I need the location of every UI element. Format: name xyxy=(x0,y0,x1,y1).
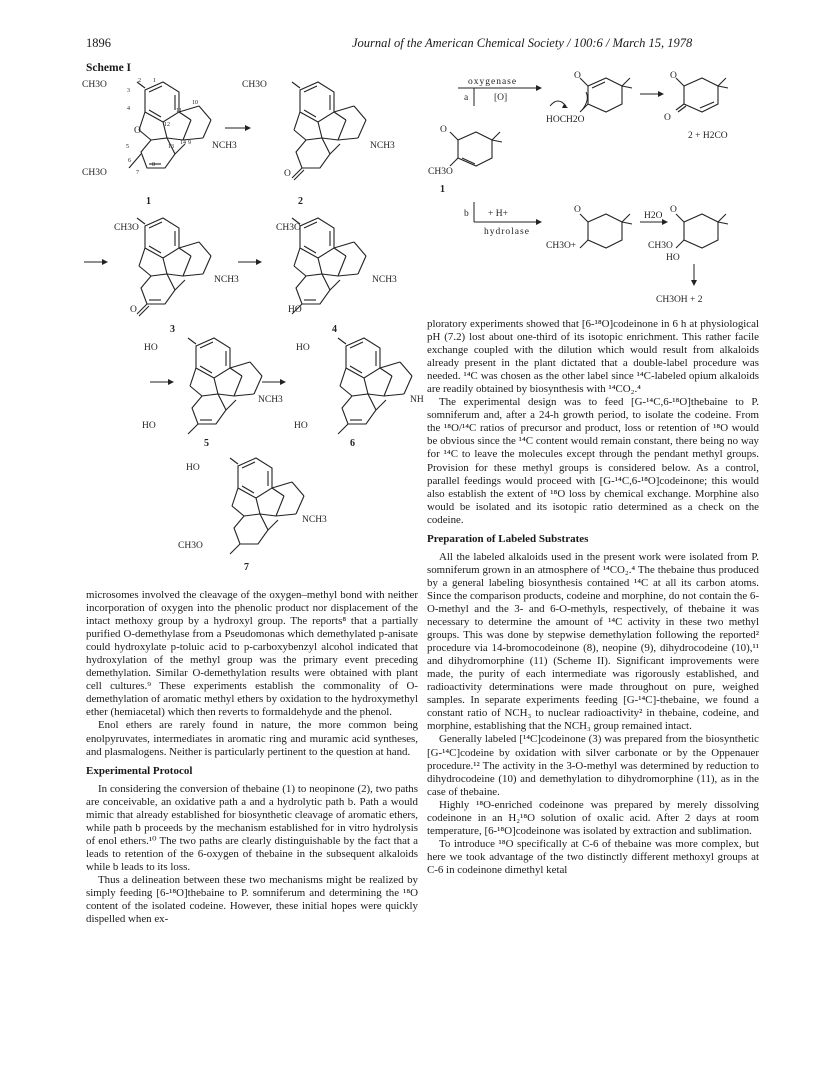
compound-number-7: 7 xyxy=(244,562,249,573)
label-o-rb1: O xyxy=(574,205,581,215)
label-nch3-1: NCH3 xyxy=(212,141,237,151)
left-paragraph-4: Thus a delineation between these two mechanisms might be realized by simply feeding [6-¹⁸O]thebaine to P. somniferum and determining the ¹⁸O content of the isolated codeine. However, these initial hopes were quickly dispelled when ex- xyxy=(86,873,418,926)
page-number: 1896 xyxy=(86,36,111,50)
ho-label-rb: HO xyxy=(666,253,680,263)
label-o-ra3: O xyxy=(664,113,671,123)
ch3o-plus-label: CH3O+ xyxy=(546,241,577,251)
running-header: Journal of the American Chemical Society / 100:6 / March 15, 1978 xyxy=(352,36,693,50)
label-ho-5b: HO xyxy=(142,421,156,431)
label-o-3: O xyxy=(130,305,137,315)
pos-12: 12 xyxy=(164,122,170,128)
right-paragraph-3: All the labeled alkaloids used in the present work were isolated from P. somniferum grown in an atmosphere of ¹⁴CO₂.⁴ The thebaine thus produced by a general labeling biosynthesis contained ¹⁴C at all its carbon atoms. Since the comparison products, codeine and morphine, do not contain the 6-O-methyl and the 3- and 6-O-methyls, respectively, of thebaine it was necessary to determine the amount of ¹⁴C activity in these two methyl groups. This was done by stepwise demethylation following the reported² procedure via 14-bromocodeinone (8), neopine (9), dihydrocodeine (10),¹¹ and dihydromorphine (11) (Scheme II). Significant improvements were made, the purity of each intermediate was rigorously established, and radioactivity determinations were made throughout on pure, weighed samples. In separate experiments feeding [G-¹⁴C]-thebaine, we found a constant ratio of NCH₃ to nuclear radioactivity² in thebaine, codeine, and morphine, establishing that the NCH₃ group remained intact. xyxy=(427,550,759,733)
right-column xyxy=(427,318,759,877)
left-paragraph-3: In considering the conversion of thebaine (1) to neopinone (2), two paths are conceivable, an oxidative path a and a hydrolytic path b. Path a would mimic that already established for biosynthetic cleavage of aromatic ethers, while path b proceeds by the mechanism established for in vitro hydrolysis of enol ethers.¹⁰ The two paths are clearly distinguishable by the fact that a leads to retention of the 6-oxygen of thebaine in the subsequent alkaloids while b leads to its loss. xyxy=(86,782,418,873)
label-ho-5a: HO xyxy=(144,343,158,353)
right-paragraph-4: Generally labeled [¹⁴C]codeinone (3) was prepared from the biosynthetic [G-¹⁴C]codeine by oxidation with silver carbonate or by the Oppenauer procedure.¹² The activity in the 3-O-methyl was determined by reduction to dihydrocodeine (10) and demethylation to dihydromorphine (11), as in the case of thebaine. xyxy=(427,733,759,798)
left-paragraph-2: Enol ethers are rarely found in nature, the more common being enolpyruvates, intermediates in aromatic ring and muramic acid syntheses, and plasmalogens. Neither is particularly pertinent to the question at hand. xyxy=(86,719,418,758)
path-a-bottom-label: [O] xyxy=(494,93,508,103)
compound-number-1: 1 xyxy=(146,196,151,207)
product-b-label: CH3OH + 2 xyxy=(656,295,703,305)
label-o-1: O xyxy=(134,126,141,136)
path-a-top-label: oxygenase xyxy=(468,77,518,87)
section-heading-protocol: Experimental Protocol xyxy=(86,764,193,777)
label-o-left: O xyxy=(440,125,447,135)
label-ch3o-1b: CH3O xyxy=(82,168,107,178)
label-ho-6b: HO xyxy=(294,421,308,431)
pos-5: 5 xyxy=(126,144,129,150)
product-a-label: 2 + H2CO xyxy=(688,131,728,141)
compound-number-4: 4 xyxy=(332,324,337,335)
pos-14: 14 xyxy=(180,140,186,146)
label-nch3-7: NCH3 xyxy=(302,515,327,525)
compound-number-6: 6 xyxy=(350,438,355,449)
pos-13: 13 xyxy=(168,144,174,150)
label-ch3o-1: CH3O xyxy=(82,80,107,90)
path-a-label: a xyxy=(464,93,469,103)
compound-number-5: 5 xyxy=(204,438,209,449)
label-o-2: O xyxy=(284,169,291,179)
label-o-ra2: O xyxy=(670,71,677,81)
label-ch3o-4: CH3O xyxy=(276,223,301,233)
label-ch3o-7: CH3O xyxy=(178,541,203,551)
pos-7: 7 xyxy=(136,170,139,176)
label-ho-6a: HO xyxy=(296,343,310,353)
label-nch3-4: NCH3 xyxy=(372,275,397,285)
label-ch3o-left: CH3O xyxy=(428,167,453,177)
path-b-label: b xyxy=(464,209,469,219)
section-heading-substrates: Preparation of Labeled Substrates xyxy=(427,532,589,545)
label-nch3-5: NCH3 xyxy=(258,395,283,405)
label-o-ra1: O xyxy=(574,71,581,81)
h2o-label: H2O xyxy=(644,211,663,221)
compound-number-3: 3 xyxy=(170,324,175,335)
ch3o-label-rb: CH3O xyxy=(648,241,673,251)
label-ch3o-2: CH3O xyxy=(242,80,267,90)
scheme-mechanism xyxy=(418,66,758,311)
path-b-top-label: + H+ xyxy=(488,209,508,219)
label-ho-7: HO xyxy=(186,463,200,473)
pos-9: 9 xyxy=(188,140,191,146)
scheme-title: Scheme I xyxy=(86,62,132,74)
scheme-structures xyxy=(80,70,424,580)
pos-3: 3 xyxy=(127,88,130,94)
compound-number-left: 1 xyxy=(440,184,445,195)
compound-number-2: 2 xyxy=(298,196,303,207)
path-b-bottom-label: hydrolase xyxy=(484,227,530,237)
left-column xyxy=(86,589,418,926)
right-paragraph-5: Highly ¹⁸O-enriched codeinone was prepared by merely dissolving codeinone in an H₂¹⁸O solution of oxalic acid. After 2 days at room temperature, [6-¹⁸O]codeinone was isolated by extraction and sublimation. xyxy=(427,798,759,837)
right-paragraph-6: To introduce ¹⁸O specifically at C-6 of thebaine was more complex, but here we took advantage of the two distinctly different methoxyl groups at C-6 in codeinone dimethyl ketal xyxy=(427,837,759,876)
hoch2o-label: HOCH2O xyxy=(546,115,585,125)
label-ch3o-3: CH3O xyxy=(114,223,139,233)
pos-8: 8 xyxy=(152,162,155,168)
label-nch3-3: NCH3 xyxy=(214,275,239,285)
label-o-rb2: O xyxy=(670,205,677,215)
pos-1: 1 xyxy=(153,78,156,84)
right-paragraph-1: ploratory experiments showed that [6-¹⁸O]codeinone in 6 h at physiological pH (7.2) lost about one-third of its isotopic enrichment. This rather facile exchange coupled with the dilution which would result from alkaloids already present in the plant dictated that a double-label procedure was needed. ¹⁴C was chosen as the other label since ¹⁴C-labeled opium alkaloids are readily obtained by biosynthesis with ¹⁴CO₂.⁴ xyxy=(427,318,759,396)
label-nch3-2: NCH3 xyxy=(370,141,395,151)
label-nh-6: NH xyxy=(410,395,424,405)
left-paragraph-1: microsomes involved the cleavage of the oxygen–methyl bond with neither incorporation of oxygen into the phenolic product nor displacement of the intact methoxy group by a hydroxyl group. The reports⁸ that a partially purified O-demethylase from a Pseudomonas which demethylated p-anisate could hydroxylate p-toluic acid to p-carboxybenzyl alcohol indicated that hydroxylation of the methyl group was the primary event preceding demethylation. Similar O-demethylation results were obtained with plant cell cultures.⁹ These experiments establish the commonality of O-demethylation of aromatic methyl ethers by oxidation to the hydroxymethyl ether (hemiacetal) which then reverts to formaldehyde and the phenol. xyxy=(86,589,418,719)
pos-6: 6 xyxy=(128,158,131,164)
label-ho-4: HO xyxy=(288,305,302,315)
pos-11: 11 xyxy=(176,108,182,114)
right-paragraph-2: The experimental design was to feed [G-¹⁴C,6-¹⁸O]thebaine to P. somniferum and, after a 24-h growth period, to isolate the codeine. From the ¹⁸O/¹⁴C ratios of precursor and product, loss or retention of ¹⁸O would be obvious since the ¹⁴C content would remain constant, there being no way for ¹⁴C to leave the molecules except through the pendant methyl groups. Provision for these methyl groups is considered below. As a control, parallel feedings would proceed with [G-¹⁴C,6-¹⁸O]codeinone; this would also establish the extent of ¹⁸O loss by chemical exchange. Morphine also would be isolated and its isotopic ratio determined as a check on the codeine. xyxy=(427,396,759,526)
pos-2: 2 xyxy=(138,78,141,84)
pos-4: 4 xyxy=(127,106,130,112)
pos-10: 10 xyxy=(192,100,198,106)
